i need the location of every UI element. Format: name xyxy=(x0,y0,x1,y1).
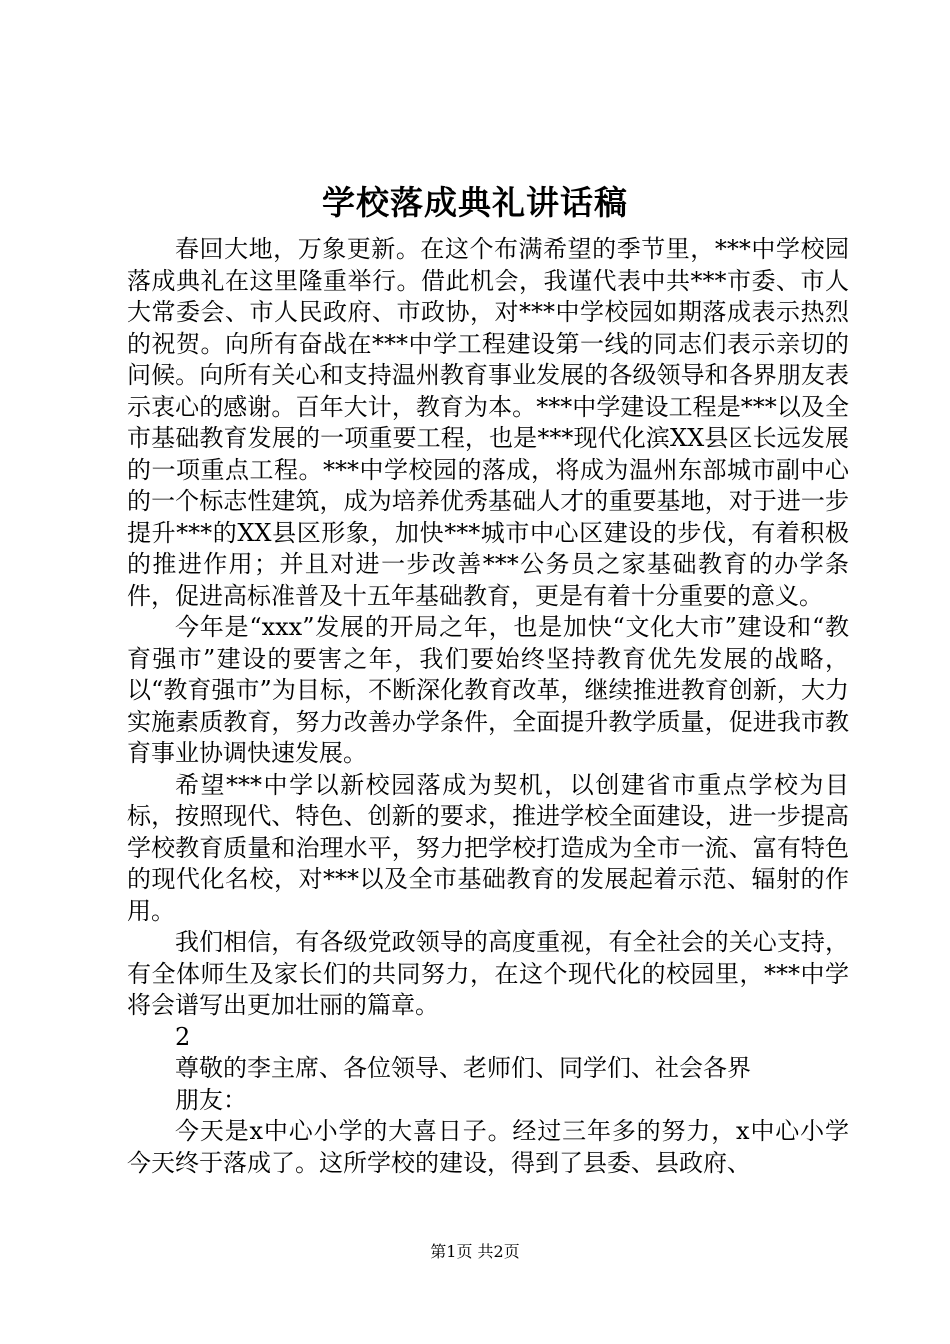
paragraph: 今天是x中心小学的大喜日子。经过三年多的努力，x中心小学今天终于落成了。这所学校的建设，得到了县委、县政府、 xyxy=(127,1117,849,1177)
document-title: 学校落成典礼讲话稿 xyxy=(322,183,628,222)
paragraph: 我们相信，有各级党政领导的高度重视，有全社会的关心支持，有全体师生及家长们的共同努力，在这个现代化的校园里，***中学将会谱写出更加壮丽的篇章。 xyxy=(127,928,849,1019)
paragraph: 春回大地，万象更新。在这个布满希望的季节里，***中学校园落成典礼在这里隆重举行。借此机会，我谨代表中共***市委、市人大常委会、市人民政府、市政协，对***中学校园如期落成表示热烈的祝贺。向所有奋战在***中学工程建设第一线的同志们表示亲切的问候。向所有关心和支持温州教育事业发展的各级领导和各界朋友表示衷心的感谢。百年大计，教育为本。***中学建设工程是***以及全市基础教育发展的一项重要工程，也是***现代化滨XX县区长远发展的一项重点工程。***中学校园的落成，将成为温州东部城市副中心的一个标志性建筑，成为培养优秀基础人才的重要基地，对于进一步提升***的XX县区形象，加快***城市中心区建设的步伐，有着积极的推进作用；并且对进一步改善***公务员之家基础教育的办学条件，促进高标准普及十五年基础教育，更是有着十分重要的意义。 xyxy=(127,235,849,610)
paragraph: 今年是“xxx”发展的开局之年，也是加快“文化大市”建设和“教育强市”建设的要害之年，我们要始终坚持教育优先发展的战略，以“教育强市”为目标，不断深化教育改革，继续推进教育创新，大力实施素质教育，努力改善办学条件，全面提升教学质量，促进我市教育事业协调快速发展。 xyxy=(127,613,849,767)
paragraph: 希望***中学以新校园落成为契机，以创建省市重点学校为目标，按照现代、特色、创新的要求，推进学校全面建设，进一步提高学校教育质量和治理水平，努力把学校打造成为全市一流、富有特色的现代化名校，对***以及全市基础教育的发展起着示范、辐射的作用。 xyxy=(127,770,849,925)
section-number: 2 xyxy=(175,1022,191,1051)
document-body xyxy=(127,234,849,1179)
salutation-line: 尊敬的李主席、各位领导、老师们、同学们、社会各界 xyxy=(175,1054,751,1082)
salutation-line: 朋友： xyxy=(175,1085,247,1114)
page-footer: 第1页 共2页 xyxy=(430,1242,520,1261)
